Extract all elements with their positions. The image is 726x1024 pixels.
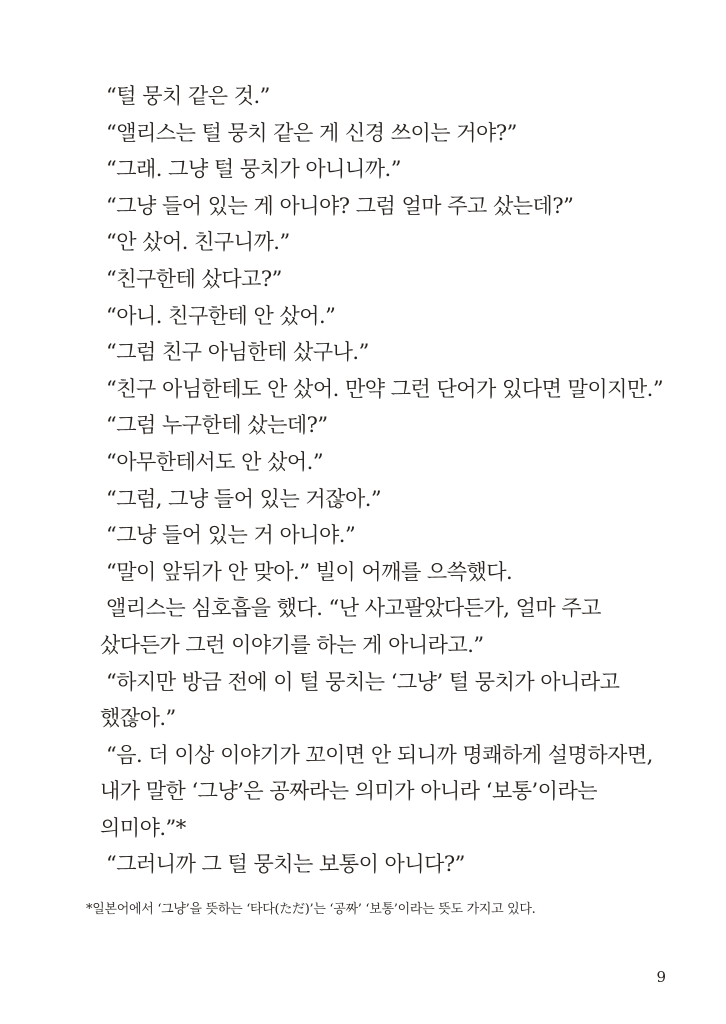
paragraph: “아니. 친구한테 안 샀어.” — [106, 303, 336, 328]
page-number: 9 — [656, 968, 666, 986]
paragraph: “음. 더 이상 이야기가 꼬이면 안 되니까 명쾌하게 설명하자면, 내가 말한 ‘그냥’은 공짜라는 의미가 아니라 ‘보통’이라는 의미야.”* — [100, 742, 653, 840]
footnote: *일본어에서 ‘그냥’을 뜻하는 ‘타다(ただ)’는 ‘공짜’ ‘보통’이라는 뜻도 가지고 있다. — [86, 902, 536, 917]
body-text — [100, 78, 670, 883]
paragraph: “그냥 들어 있는 거 아니야.” — [106, 523, 356, 548]
paragraph: “친구한테 샀다고?” — [106, 266, 282, 291]
paragraph: “그러니까 그 털 뭉치는 보통이 아니다?” — [106, 852, 465, 877]
paragraph: “앨리스는 털 뭉치 같은 게 신경 쓰이는 거야?” — [106, 120, 517, 145]
paragraph: “말이 앞뒤가 안 맞아.” 빌이 어깨를 으쓱했다. — [106, 559, 513, 584]
paragraph: “그럼 친구 아님한테 샀구나.” — [106, 340, 369, 365]
paragraph: “그냥 들어 있는 게 아니야? 그럼 얼마 주고 샀는데?” — [106, 193, 574, 218]
paragraph: “털 뭉치 같은 것.” — [106, 84, 270, 108]
paragraph: “하지만 방금 전에 이 털 뭉치는 ‘그냥’ 털 뭉치가 아니라고 했잖아.” — [100, 669, 620, 731]
paragraph: “아무한테서도 안 샀어.” — [106, 449, 324, 474]
paragraph: “그럼, 그냥 들어 있는 거잖아.” — [106, 486, 382, 511]
paragraph: 앨리스는 심호흡을 했다. “난 사고팔았다든가, 얼마 주고 샀다든가 그런 이야기를 하는 게 아니라고.” — [100, 596, 601, 657]
paragraph: “친구 아님한테도 안 샀어. 만약 그런 단어가 있다면 말이지만.” — [106, 376, 664, 401]
paragraph: “안 샀어. 친구니까.” — [106, 230, 290, 255]
paragraph: “그래. 그냥 털 뭉치가 아니니까.” — [106, 157, 401, 182]
paragraph: “그럼 누구한테 샀는데?” — [106, 413, 328, 438]
